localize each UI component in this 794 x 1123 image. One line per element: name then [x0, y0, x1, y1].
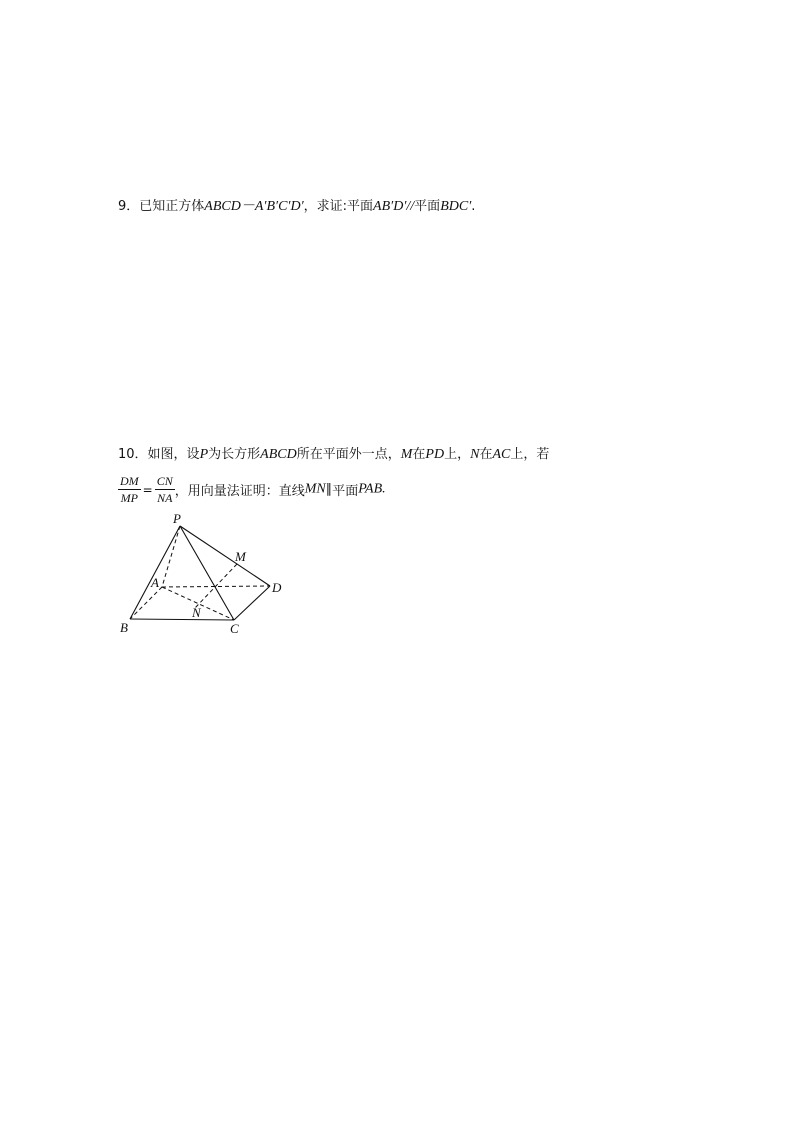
- problem-10-number: 10．: [118, 447, 148, 462]
- problem-10-text-1: 如图，设: [147, 447, 200, 462]
- problem-9-plane-1: AB′D′: [373, 199, 407, 214]
- problem-9: [118, 200, 475, 214]
- problem-9-text-2: ，求证:平面: [303, 199, 374, 214]
- edge-cd: [234, 586, 270, 620]
- fraction-2-denominator: NA: [157, 491, 173, 505]
- label-p: P: [173, 511, 181, 526]
- point-p: P: [199, 447, 209, 462]
- problem-9-parallel: //: [406, 199, 415, 214]
- problem-9-plane-2: BDC′: [440, 199, 472, 214]
- label-b: B: [120, 620, 128, 635]
- plane-pab: PAB.: [358, 481, 386, 497]
- label-n: N: [192, 605, 201, 620]
- label-m: M: [235, 549, 246, 564]
- fraction-cn-na: [155, 475, 175, 504]
- problem-10-text-8: ，用向量法证明：直线: [174, 484, 305, 499]
- problem-10-text-3: 所在平面外一点，: [296, 447, 401, 462]
- problem-10-text-7: 上，若: [510, 447, 550, 462]
- problem-10-line-1: [118, 448, 549, 462]
- segment-pd: PD: [425, 447, 445, 462]
- label-a: A: [151, 575, 159, 590]
- problem-10-text-6: 在: [479, 447, 493, 462]
- label-c: C: [230, 621, 239, 636]
- label-d: D: [272, 580, 282, 595]
- problem-9-end: .: [471, 199, 476, 214]
- problem-10-text-2: 为长方形: [208, 447, 261, 462]
- edge-pc: [180, 526, 234, 620]
- problem-9-solid: ABCD－A′B′C′D′: [204, 199, 304, 214]
- fraction-dm-mp: [118, 475, 141, 504]
- problem-10-line-2: [118, 475, 386, 504]
- edge-bc: [130, 619, 234, 620]
- edge-pb: [130, 526, 180, 619]
- edge-ab: [130, 587, 162, 619]
- problem-9-number: 9．: [118, 199, 140, 214]
- fraction-2-numerator: CN: [156, 474, 173, 488]
- edge-pa: [162, 526, 180, 587]
- problem-10-text-4: 在: [412, 447, 426, 462]
- fraction-1-denominator: MP: [120, 491, 138, 505]
- fraction-1-numerator: DM: [120, 474, 139, 488]
- pyramid-figure: [110, 505, 310, 645]
- segment-ac: AC: [492, 447, 511, 462]
- segment-mn: [195, 564, 237, 608]
- rectangle-abcd: ABCD: [260, 447, 297, 462]
- parallel-symbol: ∥: [325, 482, 333, 497]
- line-mn: MN: [304, 481, 326, 497]
- problem-10-text-9: 平面: [332, 484, 359, 499]
- point-m: M: [400, 447, 413, 462]
- problem-9-text-1: 已知正方体: [139, 199, 205, 214]
- point-n: N: [470, 447, 480, 462]
- equals-sign: =: [142, 482, 153, 497]
- problem-9-text-3: 平面: [414, 199, 441, 214]
- problem-10-text-5: 上，: [444, 447, 471, 462]
